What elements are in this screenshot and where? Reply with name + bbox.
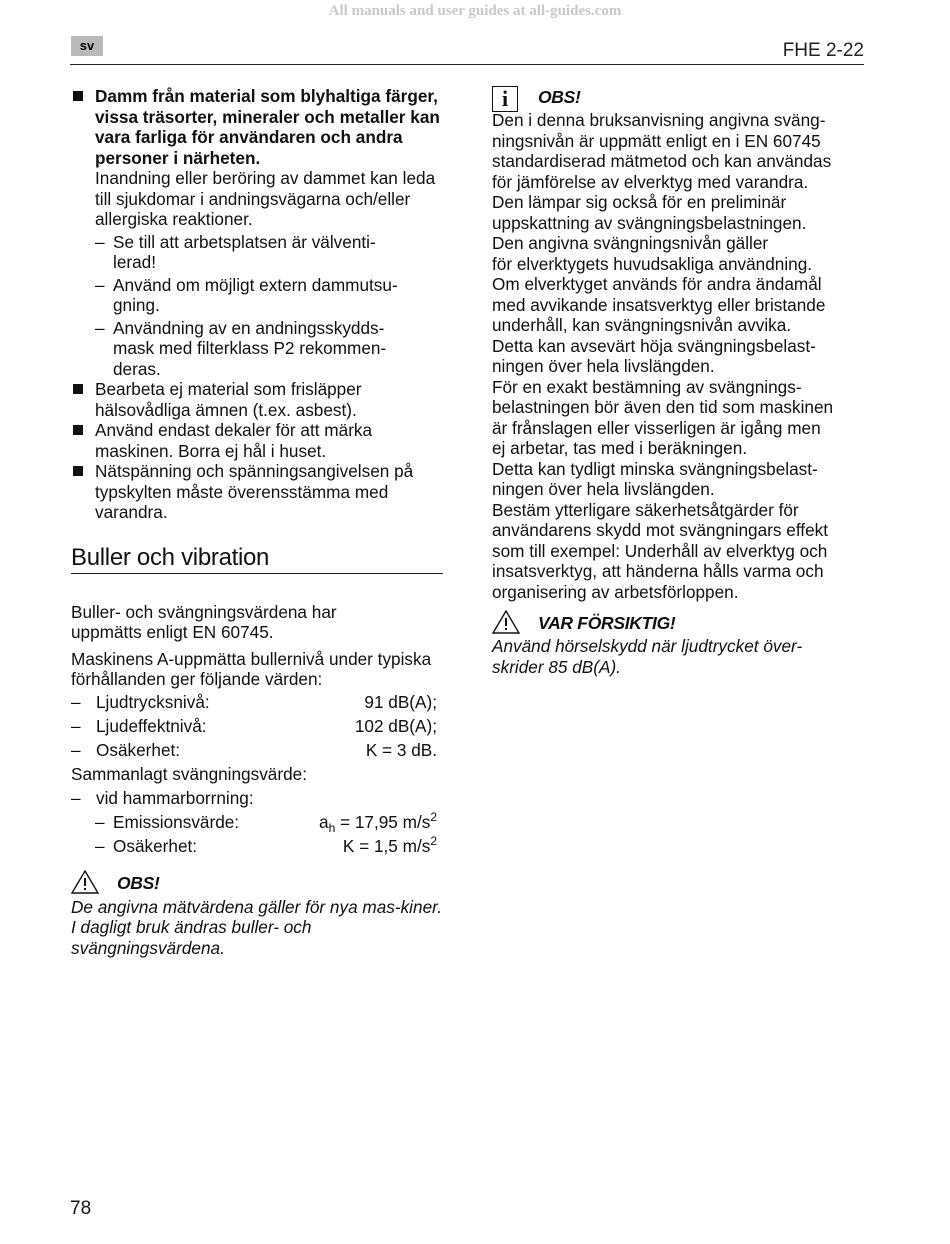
text-line: för elverktygets huvudsakliga användning. [492, 253, 813, 274]
vibration-title-text: Sammanlagt svängningsvärde: [71, 763, 307, 784]
notice-title: OBS! [117, 872, 160, 893]
dust-warning-bold: Damm från material som blyhaltiga färger, vissa träsorter, mineraler och metaller kan vara farliga för användaren och andra personer i närheten. [95, 86, 440, 168]
info-notice-body [492, 110, 864, 602]
bullet-decals [71, 420, 443, 461]
emission-row [71, 810, 443, 834]
text-line: För en exakt bestämning av svängnings- [492, 376, 802, 397]
dash-marker: – [71, 715, 81, 736]
text-line: uppskattning av svängningsbelastningen. [492, 212, 807, 233]
dash-text: Använd om möjligt extern dammutsu-gning. [113, 274, 398, 315]
dash-item [71, 275, 443, 316]
caution-title: VAR FÖRSIKTIG! [538, 613, 676, 633]
noise-row-pressure [71, 690, 443, 714]
notice-text: De angivna mätvärdena gäller för nya mas-kiner. I dagligt bruk ändras buller- och svängningsvärdena. [71, 896, 442, 958]
dash-marker: – [95, 274, 105, 295]
dash-text: Användning av en andningsskydds-mask med filterklass P2 rekommen-deras. [113, 317, 387, 379]
square-bullet-icon [73, 384, 83, 394]
header-rule [70, 64, 864, 65]
text-line: Detta kan tydligt minska svängningsbelast- [492, 458, 818, 479]
caution-header [492, 610, 864, 636]
spacer [71, 574, 443, 602]
caution-text: Använd hörselskydd när ljudtrycket över-skrider 85 dB(A). [492, 636, 803, 677]
text-line: med avvikande insatsverktyg eller bristande [492, 294, 826, 315]
text-line: ningen över hela livslängden. [492, 479, 715, 499]
noise-row-power [71, 714, 443, 738]
dash-marker: – [95, 835, 105, 856]
unit-superscript: 2 [430, 833, 437, 848]
text-line: ningen över hela livslängden. [492, 356, 715, 376]
info-notice-header [492, 86, 864, 110]
noise-intro: Buller- och svängningsvärdena har uppmätts enligt EN 60745. [71, 601, 337, 642]
text-line: Bestäm ytterligare säkerhetsåtgärder för [492, 499, 799, 520]
info-notice-title: OBS! [538, 87, 581, 107]
dust-warning-text: Inandning eller beröring av dammet kan leda till sjukdomar i andningsvägarna och/eller allergiska reaktioner. [95, 168, 436, 229]
noise-value: K = 3 dB. [365, 739, 437, 760]
square-bullet-icon [73, 466, 83, 476]
left-column [71, 86, 443, 958]
uncertainty-number: K = 1,5 m/s [342, 835, 431, 856]
emission-label: Emissionsvärde: [113, 811, 240, 832]
unit-superscript: 2 [430, 809, 437, 824]
square-bullet-icon [73, 91, 83, 101]
text-line: underhåll, kan svängningsnivån avvika. [492, 315, 792, 335]
noise-value: 102 dB(A); [354, 715, 437, 736]
section-title: Buller och vibration [71, 543, 443, 574]
emission-number: = 17,95 m/s [335, 811, 431, 832]
dash-marker: – [71, 739, 81, 760]
uncertainty-value [343, 834, 437, 860]
text-line: Den lämpar sig också för en preliminär [492, 192, 787, 212]
text-line: belastningen bör även den tid som maskinen [492, 397, 834, 417]
noise-row-uncertainty [71, 738, 443, 762]
watermark: All manuals and user guides at all-guides.com [328, 3, 622, 19]
accel-subscript: h [328, 820, 336, 835]
noise-label: Ljudeffektnivå: [96, 715, 207, 736]
warning-triangle-icon [71, 870, 99, 899]
text-line: insatsverktyg, att händerna hålls varma och [492, 561, 824, 581]
right-column [492, 86, 864, 677]
dash-text: Se till att arbetsplatsen är välventi-lerad! [113, 231, 376, 272]
noise-label: Ljudtrycksnivå: [96, 691, 210, 712]
uncertainty-label: Osäkerhet: [113, 835, 198, 856]
model-name: FHE 2-22 [782, 40, 864, 61]
dash-marker: – [95, 231, 105, 252]
page-number: 78 [70, 1198, 92, 1219]
text-line: standardiserad mätmetod och kan användas [492, 151, 832, 171]
vibration-sub-label: vid hammarborrning: [96, 787, 254, 808]
dash-marker: – [95, 317, 105, 338]
notice-header [71, 870, 443, 896]
text-line: Den angivna svängningsnivån gäller [492, 233, 769, 253]
emission-value [319, 810, 437, 836]
text-line: Om elverktyget används för andra ändamål [492, 274, 822, 294]
text-line: ej arbetar, tas med i beräkningen. [492, 438, 748, 458]
vibration-sub [71, 786, 443, 810]
bullet-text: Använd endast dekaler för att märka maskinen. Borra ej hål i huset. [95, 420, 373, 461]
dash-item [71, 232, 443, 273]
text-line: Den i denna bruksanvisning angivna sväng- [492, 110, 826, 130]
noise-value: 91 dB(A); [364, 691, 437, 712]
dash-marker: – [71, 787, 81, 808]
text-line: är frånslagen eller visserligen är igång men [492, 417, 821, 438]
vibration-title [71, 762, 443, 786]
text-line: för jämförelse av elverktyg med varandra. [492, 171, 809, 192]
vib-uncertainty-row [71, 834, 443, 858]
info-icon: i [492, 86, 518, 112]
dash-marker: – [95, 811, 105, 832]
noise-label: Osäkerhet: [96, 739, 181, 760]
warning-triangle-icon [492, 610, 520, 639]
bullet-dust [71, 86, 443, 230]
text-line: som till exempel: Underhåll av elverktyg och [492, 540, 828, 561]
language-badge: sv [71, 36, 103, 56]
text-line: organisering av arbetsförloppen. [492, 581, 739, 602]
dash-marker: – [71, 691, 81, 712]
text-line: användarens skydd mot svängningars effekt [492, 520, 828, 540]
bullet-voltage [71, 461, 443, 523]
bullet-text: Nätspänning och spänningsangivelsen på typskylten måste överensstämma med varandra. [95, 461, 414, 522]
noise-conditions: Maskinens A-uppmätta bullernivå under typiska förhållanden ger följande värden: [71, 648, 432, 689]
text-line: ningsnivån är uppmätt enligt en i EN 60745 [492, 130, 821, 151]
accel-symbol: a [319, 811, 329, 832]
bullet-text: Bearbeta ej material som frisläpper hälsovådliga ämnen (t.ex. asbest). [95, 379, 362, 420]
dash-item [71, 318, 443, 380]
text-line: Detta kan avsevärt höja svängningsbelast- [492, 335, 816, 356]
bullet-asbestos [71, 379, 443, 420]
square-bullet-icon [73, 425, 83, 435]
